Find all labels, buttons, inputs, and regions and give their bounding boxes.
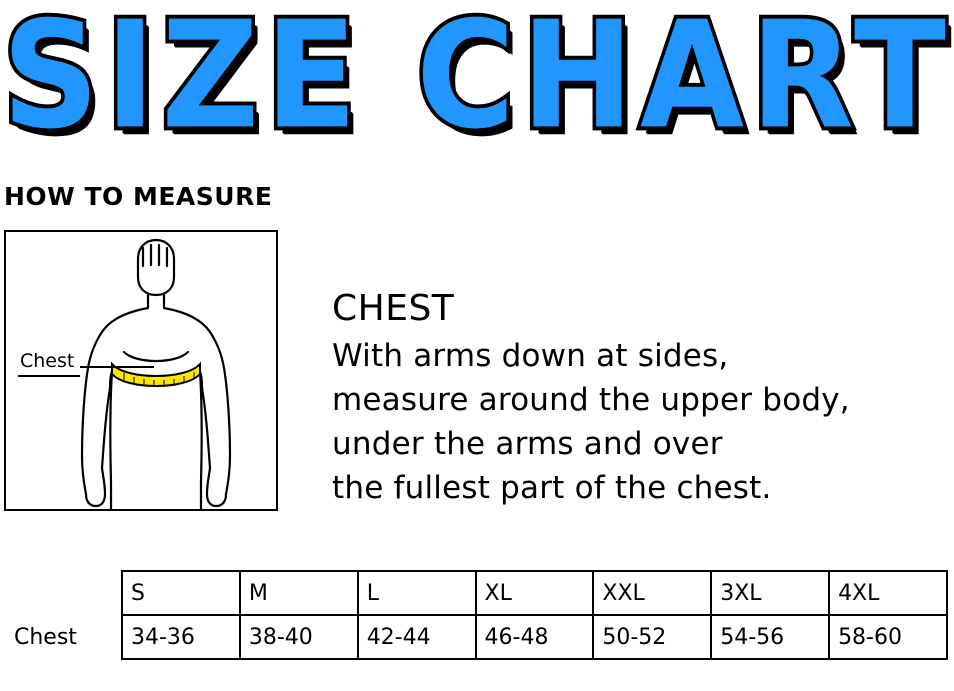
chest-callout-label: Chest — [20, 350, 75, 372]
table-header-row — [4, 571, 947, 615]
page-title-banner — [0, 0, 954, 163]
table-column-header-m: M — [240, 571, 358, 615]
chest-callout-leader-line — [80, 366, 154, 368]
table-cell-chest-m: 38-40 — [240, 615, 358, 659]
table-column-header-l: L — [358, 571, 476, 615]
table-cell-chest-l: 42-44 — [358, 615, 476, 659]
table-corner-cell — [4, 571, 122, 615]
size-chart-table — [4, 570, 948, 660]
description-line-2: measure around the upper body, — [332, 382, 850, 418]
table-cell-chest-xxl: 50-52 — [593, 615, 711, 659]
table-column-header-xl: XL — [476, 571, 594, 615]
table-column-header-xxl: XXL — [593, 571, 711, 615]
description-line-1: With arms down at sides, — [332, 338, 729, 374]
description-heading: CHEST — [332, 288, 455, 329]
table-column-header-s: S — [122, 571, 240, 615]
how-to-measure-heading: HOW TO MEASURE — [4, 182, 273, 211]
description-line-3: under the arms and over — [332, 426, 723, 462]
table-cell-chest-3xl: 54-56 — [711, 615, 829, 659]
table-cell-chest-4xl: 58-60 — [829, 615, 947, 659]
table-row — [4, 615, 947, 659]
table-column-header-3xl: 3XL — [711, 571, 829, 615]
chest-callout-underline — [18, 375, 80, 377]
table-cell-chest-s: 34-36 — [122, 615, 240, 659]
table-column-header-4xl: 4XL — [829, 571, 947, 615]
table-cell-chest-xl: 46-48 — [476, 615, 594, 659]
page-title: SIZE CHART — [2, 0, 952, 163]
table-row-header-chest: Chest — [4, 615, 122, 659]
description-line-4: the fullest part of the chest. — [332, 470, 772, 506]
description-block — [332, 286, 946, 510]
